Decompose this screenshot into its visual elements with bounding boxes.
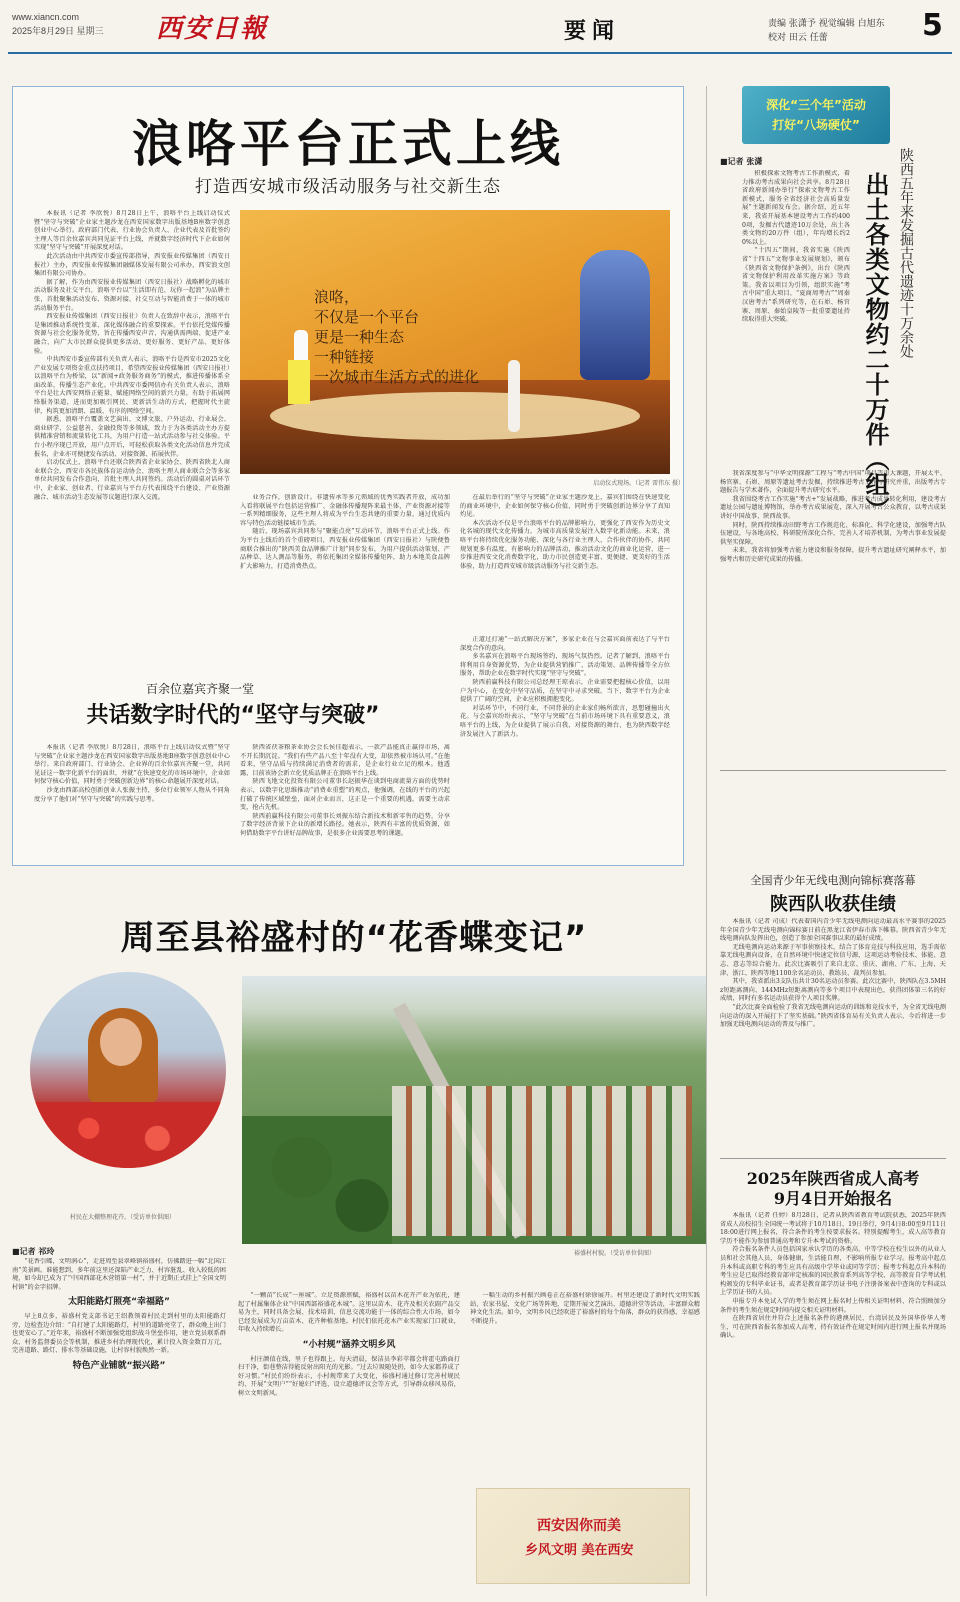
site-url[interactable]: www.xiancn.com [12, 12, 80, 22]
exam-body [720, 1212, 946, 1598]
archaeology-byline: ■记者 张潇 [720, 157, 763, 166]
salon-paragraph: 陕西省茯茶粮茶业协会会长侯佳超表示，一款产品能真正赢得市场，离不开长期沉淀。“我们有些产品八至十年没有大变，却依然被市场认可。”在他看来，坚守品质与持续满足消费者的需求，是企业行业立足的根本。他透露，目前该协会新立化优质品牌正在浪咯平台上线。 [240, 744, 450, 777]
salon-paragraph: 陕西前赢科技有限公司董事长刘振东结合新技术和新零售的趋势，分享了数字经济背景下企业的新增长路径。她表示，陕西有丰富的优质资源，如何借助数字平台讲好品牌故事，是很多企业需要思考的课题。 [240, 812, 450, 837]
archaeology-paragraph: 我省围绕考古工作实施“考古+”发展战略，推进考古成果转化利用，建设考古遗址公园与遗址博物馆，举办考古成果展览，深入开展考古公众教育，以考古成果讲好中国故事、陕西故事。 [720, 495, 946, 520]
radio-paragraph: 本报讯（记者 司成）代表着国内青少年无线电测向运动最高水平赛事的2025年全国青少年无线电测向锦标赛日前在黑龙江省伊春市落下帷幕。陕西省青少年无线电测向队发挥出色，创造了参加全国赛事以来的最好成绩。 [720, 918, 946, 943]
salon-column-1 [34, 744, 230, 856]
lead-paragraph: 中共西安市委宣传部有关负责人表示，浪咯平台是西安市2025文化产业发展专项资金重点扶持项目，希望西安报业传媒集团（西安日报社）以浪咯平台为桥梁，以“新闻+政务服务商务”的模式，推进传播体系全面改革，传播生态产业化。中共西安市委网信办有关负责人表示，浪咯平台是壮大西安网络正能量、赋能网络空间的新兴力量，有助于拓展网络服务渠道，进而更加吸引网民、更新活生动的方式，把握时代主旋律，构筑更加清朗、温暖、有序的网络空间。 [34, 356, 230, 415]
village-paragraph: 一幅生动的乡村振兴画卷正在裕盛村徐徐展开。村里还建设了新时代文明实践站、农家书屋、文化广场等阵地，定期开展文艺演出、道德讲堂等活动，丰富群众精神文化生活。如今，文明乡风已经吹进了裕盛村的每个角落，群众的获得感、幸福感不断提升。 [470, 1292, 700, 1325]
village-subhead-1: 太阳能路灯照亮“幸福路” [68, 1297, 170, 1308]
lead-paragraph: 本次活动不仅是平台浪咯平台的品牌影响力，更强化了西安作为历史文化名城的现代文化传播力，为城市高质量发展注入数字化新动能。未来，浪咯平台将持续优化服务功能、深化与各行业主理人、合作伙伴的协作，共同规划更多有温度、有影响力的品牌活动，推动活动文化的商业化运营，进一步推进西安文化消费数字化，助力市民创造更丰富、更便捷、更美好的生活体验，助力打造西安城市级活动服务与社交新生态。 [460, 519, 670, 570]
radio-paragraph: 无线电测向运动来源于军事侦察技术，结合了体育竞技与科技应用，选手需依靠无线电测向设备，在自然环境中快速定位信号源，这项运动考验技术、体能、意志、意志等综合能力。此次比赛吸引了来自北京、重庆、湖南、广东、上海、天津、浙江、陕西等地1100余名运动员、教练员、裁判员参加。 [720, 943, 946, 977]
salon-column-2 [240, 744, 450, 856]
archaeology-column-top [742, 170, 850, 466]
lead-paragraph: 随后，现场嘉宾共同参与“聚能点亮”互动环节，浪咯平台正式上线。作为平台上线后的首个重磅项目，西安报业传媒集团（西安日报社）与陕便鲁商联合推出的“陕西美食品牌推广计划”同步发布，为用户提供活动策划、产品种草、达人测品等服务，将依托集团全媒体传播矩阵，助力本地美食品牌扩大影响力，打造消费热点。 [240, 528, 450, 570]
archaeology-paragraph: 我省深度参与“中华文明探源”工程与“考古中国”项目等重大课题，开展太平、杨官寨、石峁、周原等遗址考古发掘，持续推进考古工作与研究并重，出版考古专题报告与学术著作，全面提升考古研究水平。 [720, 470, 946, 495]
portrait-caption: 村民在大棚整理花卉。（受访单位供图） [70, 1214, 176, 1221]
screen-text-4: 一种链接 [314, 348, 375, 366]
lead-column-2 [240, 494, 450, 618]
archaeology-paragraph: “十四五”期间，我省实施《陕西省“十四五”文物事业发展规划》，颁布《陕西省文物保护条例》，出台《陕西省文物保护利用改革实施方案》等政策。我省以项目为引领，组织实施“考古中国”重大项目、“夏商周考古”“周秦汉唐考古”系列研究等，在石峁、杨官寨、周原、秦始皇陵等一批重要遗址持续取得重大突破。 [742, 247, 850, 324]
screen-text-1: 浪咯， [314, 288, 360, 306]
radio-headline: 陕西队收获佳绩 [770, 894, 896, 915]
lead-subtitle: 打造西安城市级活动服务与社交新生态 [195, 177, 501, 197]
campaign-banner [742, 86, 890, 144]
lead-paragraph: 业务合作，创新设计。非遗传承等多元领域的优秀实践者开放，成功加入看将联展平台包括运营推广、金融体传播现阵来最主体，产业资源对接等一系列精细服务，这些主理人将成为平台生态共建的重要力量，通过优质内容与特色活动链接城市生活。 [240, 494, 450, 527]
header-rule [8, 52, 952, 54]
lead-photo-caption: 启动仪式现场。（记者 雷伟东 摄） [593, 480, 684, 487]
lead-paragraph: 西安报业传媒集团（西安日报社）负责人在致辞中表示，浪咯平台是集团推动系统性变革、深化媒体融合的重要探索。平台依托党媒传播资源与社会化服务优势，旨在传播西安声音、沟通供需两端、促进产业融合，向广大市民群众提供更多活动、更好服务、更好产品、更好体验。 [34, 313, 230, 355]
archaeology-paragraph: 未来，我省将加强考古能力建设和服务保障，提升考古遗址研究阐释水平，加强考古和历史研究成果的传播。 [720, 547, 946, 563]
village-paragraph: 村庄颜值在线，里子也得跟上。每天清晨，保洁员李彩苹都会将霍屯路面打扫干净，街巷整洁得能反射出阳光的光影。“过去垃圾随处扔，如今大家都养成了好习惯。”村民们纷纷表示，小村规带来了大变化，裕盛村通过修订完善村规民约、开展“文明户”“好媳妇”评选、设立道德评议会等方式，引导群众移风易俗，树立文明新风。 [238, 1355, 460, 1397]
village-column-2 [238, 1292, 460, 1594]
page-number: 5 [922, 8, 943, 43]
salon-paragraph: 陕西飞地文化投资有限公司董事长赵振华在谈到电商流量方面的优势时表示，以数字化思维推动“消费业重塑”的观点，他强调，在线的平台的兴起打破了传统区域壁垒，面对企业而言，这正是一个重要的机遇，需要主动求变，抢占先机。 [240, 778, 450, 812]
village-subhead-2: 特色产业铺就“振兴路” [72, 1360, 166, 1371]
civility-ad [476, 1488, 690, 1584]
village-column-3 [470, 1292, 700, 1482]
tree-cluster [242, 1116, 392, 1244]
lead-paragraph: 本报讯（记者 李欣悦）8月28日上午，浪咯平台上线启动仪式暨“坚守与突破”企业家主题沙龙在西安国家数字出版基地B座数字创意创业中心举行。政府部门代表、行业协会负责人、企业代表及首批签约主理人等百余位嘉宾共同见证平台上线，并就数字经济时代下企业如何实现“坚守与突破”开展深度对话。 [34, 210, 230, 252]
salon-headline: 共话数字时代的“坚守与突破” [86, 703, 380, 728]
village-aerial-photo [242, 976, 706, 1244]
exam-divider [720, 1158, 946, 1159]
radio-paragraph: 其中，我省派出3支队伍共计30名运动员参赛。此次比赛中，陕西队在3.5MHz短距离测向、144MHz短距离测向等多个项目中表现出色，获得团体第三名的好成绩，同时有多名运动员获得个人项目奖牌。 [720, 978, 946, 1003]
radio-paragraph: “此次比赛全面检验了我省无线电测向运动的训练和竞技水平，为全省无线电测向运动的深入开展打下了坚实基础。”陕西省体育局有关负责人表示，今后将进一步加强无线电测向运动的普及与推广。 [720, 1003, 946, 1029]
archaeology-headline: 出土各类文物约二十万件（组） [861, 172, 889, 522]
stage-platform [270, 392, 640, 440]
lead-paragraph: 据了解，作为由西安报业传媒集团（西安日报社）战略孵化的城市活动服务及社交平台，浪咯平台以“生活即有范、玩你一起浪”为品牌主张，首批聚集活动发布、资源对接、社交互动与智能消费于一体的城市活动服务平台。 [34, 278, 230, 312]
editors-line-1: 责编 张潇予 视觉编辑 白旭东 [768, 19, 885, 29]
screen-text-5: 一次城市生活方式的进化 [314, 368, 480, 386]
mascot-figure [580, 250, 650, 380]
village-paragraph: 早上8点多，裕盛村党支部书记王绍教领着村民走到村里的太阳能路灯旁，边检查边介绍：“自打建了太阳能路灯，村里的道路亮堂了，群众晚上出门也更安心了。”近年来，裕盛村不断加强党组织战斗堡垒作用，建立党员联系群众、村务监督委员会等机制，推进乡村治理现代化，累计投入资金数百万元，完善道路、路灯、排水等基础设施，让村容村貌焕然一新。 [12, 1312, 226, 1355]
salon-paragraph: 对话环节中，不同行业、不同背景的企业家们畅所欲言，思想碰撞出火花。与会嘉宾纷纷表示，“坚守与突破”在当前市场环境下具有重要意义，浪咯平台的上线，为企业提供了展示自我、对接资源的舞台，也为陕西数字经济发展注入了新活力。 [460, 704, 670, 738]
villager-portrait [30, 972, 226, 1168]
salon-paragraph: 陕西前赢科技有限公司总经理王琼表示，企业需要把握核心价值，以用户为中心，在变化中坚守品质，在坚守中寻求突破。当下，数字平台为企业提供了广阔的空间，企业应积极拥抱变化。 [460, 678, 670, 704]
lead-paragraph: 此次活动由中共西安市委宣传部指导，西安报业传媒集团（西安日报社）主办，西安报业传媒集团融媒体发展有限公司承办，西安浪文创集团有限公司协办。 [34, 252, 230, 278]
exam-paragraph: 申报专升本免试入学的考生须在网上报名时上传相关证明材料，符合照顾加分条件的考生须在规定时间内提交相关证明材料。 [720, 1297, 946, 1314]
screen-text-3: 更是一种生态 [314, 328, 405, 346]
exam-paragraph: 本报讯（记者 任婷）8月28日，记者从陕西省教育考试院获悉，2025年陕西省成人高校招生全国统一考试将于10月18日、19日举行，9月4日8:00至9月11日18:00进行网上报名，符合条件的考生按要求报名。特别提醒考生，成人高等教育学历不能作为参加普通高考和专升本考试的资格。 [720, 1212, 946, 1245]
lead-paragraph: 启动仪式上，浪咯平台还联合陕西省企业家协会、陕西省陕北人商业联合会、西安市各民族体育运动协会、浪咯主理人商业联合会等多家单位共同发布合作意向，首批主理人共同签约。活动后的圆桌对话环节中，企业家、创业者、行业嘉宾与平台方代表围绕平台建设、产业资源融合、城市活动生态发展等议题进行深入交流。 [34, 459, 230, 501]
lead-column-1 [34, 210, 230, 614]
exam-paragraph: 符合报名条件人员包括国家承认学历的各类高、中等学校在校生以外的从业人员和社会其他人员，身体健康，生活能自理，不影响所报专业学习。报考高中起点升本科或高职专科的考生应具有高级中学毕业或同等学历；报考专科起点升本科的考生应是已取得经教育部审定核准的国民教育系列高等学校、高等教育自学考试机构颁发的专科毕业证书，或者是教育部学历证书电子注册备案表中查询的专科或以上学历证书的人员。 [720, 1246, 946, 1297]
salon-paragraph: 多名嘉宾在浪咯平台现场签约，现场气氛热烈。记者了解到，浪咯平台将利用自身资源优势，为企业提供营销推广、活动策划、品牌传播等全方位服务，帮助企业在数字时代实现“坚守与突破”。 [460, 653, 670, 678]
campaign-banner-line-1: 深化“三个年”活动 [766, 98, 866, 112]
launch-event-photo [240, 210, 670, 474]
radio-kicker: 全国青少年无线电测向锦标赛落幕 [750, 874, 916, 887]
village-headline: 周至县裕盛村的“花香蝶变记” [120, 918, 588, 958]
villager-face [100, 1018, 142, 1066]
archaeology-kicker: 陕西五年来发掘古代遗迹十万余处 [898, 148, 914, 358]
salon-column-3 [460, 636, 670, 856]
ad-line-2: 乡风文明 美在西安 [525, 1543, 634, 1558]
section-name: 要闻 [564, 19, 621, 44]
radio-body [720, 918, 946, 1150]
issue-date: 2025年8月29日 星期三 [12, 26, 104, 36]
village-paragraph: “一颗苗”长成“一座城”。立足资源禀赋，裕盛村以苗木花卉产业为依托，建起了村属集体企业“中国西部裕盛花木城”。这里以苗木、花卉及相关农副产品交易为主，同时具备会展、技术培训、信息交流功能于一体的综合性大市场，如今已经发展成为万亩苗木、花卉种植基地。村民们依托花木产业实现家门口就业，年收入持续增长。 [238, 1292, 460, 1334]
archaeology-paragraph: 同时，陕西持续推动田野考古工作规范化、标准化、科学化建设，加强考古队伍建设，与各地高校、科研院所深化合作，完善人才培养机制，为考古事业发展提供坚实保障。 [720, 521, 946, 546]
radio-divider [720, 770, 946, 771]
flower-bed [30, 1102, 226, 1168]
paper-logo: 西安日報 [156, 14, 269, 44]
village-paragraph: “花香引蝶，文明润心”，走进周至县翠峰镇裕盛村，仿佛踏进一幅“北国江南”美景画。谁能想到，多年前这里还深陷产业乏力、村容脏乱、收入较低的困境，如今却已成为了“中国西部花木营销第一村”，并于近期正式挂上“全国文明村镇”的金字招牌。 [12, 1258, 226, 1291]
lead-paragraph: 据悉，浪咯平台覆盖文艺演出、文博文旅、户外运动、行业展会、商业研学、公益慈善、金融投资等多领域，致力于为各类活动主办方提供精准营销和流量转化工具，为用户打造一站式活动参与社交体验。平台小程序现已开放，用户点开后，可轻松获取各类文化活动信息并完成报名，企业亦可便捷发布活动、对接资源、拓展伙伴。 [34, 416, 230, 458]
lead-headline: 浪咯平台正式上线 [132, 115, 564, 173]
village-subhead-3: “小村规”涵养文明乡风 [302, 1339, 396, 1350]
village-byline: ■记者 祁玲 [12, 1247, 55, 1256]
screen-text-2: 不仅是一个平台 [314, 308, 420, 326]
host-figure [508, 360, 520, 432]
exam-headline-line-2: 9月4日开始报名 [773, 1189, 893, 1208]
salon-kicker: 百余位嘉宾齐聚一堂 [145, 682, 254, 696]
exam-headline-line-1: 2025年陕西省成人高考 [746, 1169, 920, 1188]
masthead [8, 6, 952, 52]
editors-line-2: 校对 田云 任蕾 [768, 33, 828, 43]
salon-paragraph: 沙龙由西部高校创新创业人张振主持，多位行业领军人物从不同角度分享了他们对“坚守与突破”的实践与思考。 [34, 786, 230, 803]
lead-paragraph: 在最后举行的“坚守与突破”企业家主题沙龙上，嘉宾们围绕在快速变化的商业环境中，企业如何保守核心价值、同时勇于突破创新边界分享了真知灼见。 [460, 494, 670, 519]
column-separator [706, 86, 707, 1596]
salon-paragraph: 本报讯（记者 李欣悦）8月28日，浪咯平台上线启动仪式暨“坚守与突破”企业家主题沙龙在西安国家数字出版基地B座数字创意创业中心举行。来自政府部门、行业协会、企业界的百余位嘉宾齐聚一堂，共同见证这一数字化新平台的面世，并就“在快速变化的市场环境中，企业如何保守核心价值，同时勇于突破创新边界”的核心命题展开深度对话。 [34, 744, 230, 786]
ad-line-1: 西安因你而美 [537, 1518, 621, 1534]
village-column-1 [12, 1258, 226, 1594]
archaeology-column-bottom [720, 470, 946, 756]
podium [288, 360, 310, 404]
archaeology-paragraph: 积极探索文物考古工作新模式，着力推动考古成果向社会共享。8月28日省政府新闻办举行“探索文物考古工作新模式，服务全省经济社会高质量发展”主题新闻发布会。据介绍，近五年来，我省开展基本建设考古工作约4000项，发掘古代遗迹10万余处，出土各类文物约20万件（组），年均增长约20%以上。 [742, 170, 850, 246]
village-houses [392, 1086, 692, 1236]
lead-column-3 [460, 494, 670, 618]
aerial-caption: 裕盛村村貌。（受访单位供图） [574, 1250, 656, 1257]
salon-paragraph: 正道过打通“一站式解决方案”，多家企业在与会嘉宾面前表达了与平台深度合作的意向。 [460, 636, 670, 652]
exam-paragraph: 在陕西省居住并符合上述报名条件的港澳居民、台湾居民及外国华侨华人考生，可在陕西省报名参加成人高考，持有效证件在规定时间内进行网上报名并现场确认。 [720, 1315, 946, 1340]
campaign-banner-line-2: 打好“八场硬仗” [772, 118, 860, 132]
